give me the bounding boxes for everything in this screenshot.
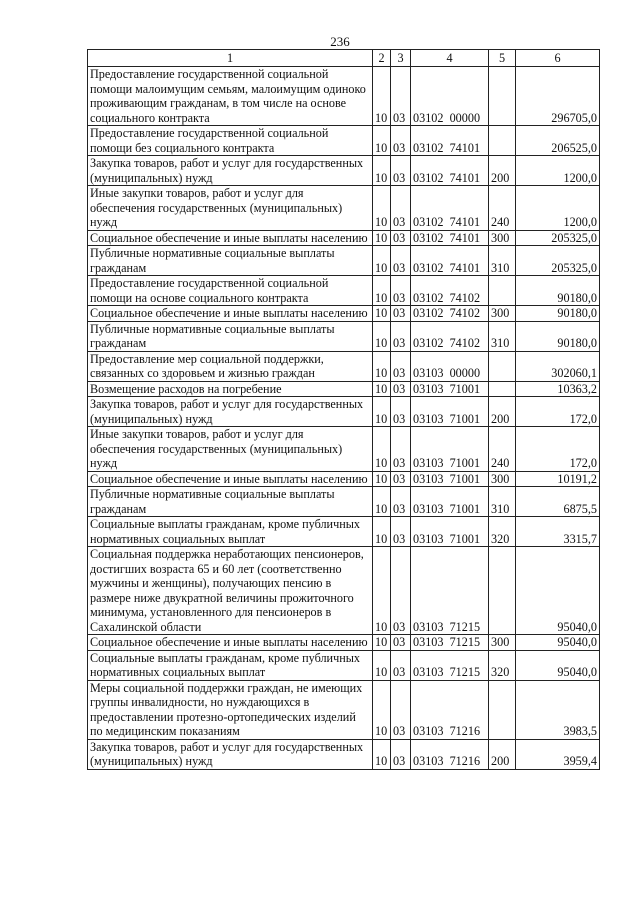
row-subsection-cell: 03 [391,471,411,487]
row-subsection-cell: 03 [391,230,411,246]
row-section-cell: 10 [373,321,391,351]
row-name-cell: Социальные выплаты гражданам, кроме публичных нормативных социальных выплат [88,650,373,680]
row-amount-cell: 1200,0 [516,186,600,231]
row-section-cell: 10 [373,246,391,276]
row-name-cell: Социальные выплаты гражданам, кроме публичных нормативных социальных выплат [88,517,373,547]
row-target-code-cell: 03103 71215 [411,635,489,651]
column-header-subsection: 3 [391,50,411,67]
table-header-row [88,50,600,67]
row-section-cell: 10 [373,381,391,397]
row-section-cell: 10 [373,156,391,186]
row-name-cell: Закупка товаров, работ и услуг для государственных (муниципальных) нужд [88,156,373,186]
row-expense-type-cell: 320 [489,517,516,547]
row-expense-type-cell [489,680,516,739]
row-name-cell: Публичные нормативные социальные выплаты гражданам [88,487,373,517]
row-target-code-cell: 03103 71216 [411,680,489,739]
row-section-cell: 10 [373,650,391,680]
row-expense-type-cell: 320 [489,650,516,680]
row-expense-type-cell: 300 [489,471,516,487]
row-name-cell: Социальное обеспечение и иные выплаты населению [88,471,373,487]
row-subsection-cell: 03 [391,680,411,739]
row-amount-cell: 3959,4 [516,739,600,769]
table-row [88,321,600,351]
row-expense-type-cell: 200 [489,156,516,186]
row-section-cell: 10 [373,739,391,769]
row-name-cell: Закупка товаров, работ и услуг для государственных (муниципальных) нужд [88,397,373,427]
budget-table [87,49,600,770]
row-subsection-cell: 03 [391,186,411,231]
row-name-cell: Иные закупки товаров, работ и услуг для обеспечения государственных (муниципальных) нужд [88,427,373,472]
column-header-name: 1 [88,50,373,67]
row-name-cell: Социальное обеспечение и иные выплаты населению [88,635,373,651]
table-row [88,351,600,381]
row-target-code-cell: 03103 71001 [411,397,489,427]
row-target-code-cell: 03102 74101 [411,246,489,276]
row-amount-cell: 172,0 [516,427,600,472]
row-subsection-cell: 03 [391,547,411,635]
row-section-cell: 10 [373,351,391,381]
row-name-cell: Социальное обеспечение и иные выплаты населению [88,230,373,246]
row-amount-cell: 206525,0 [516,126,600,156]
row-expense-type-cell: 300 [489,230,516,246]
table-row [88,635,600,651]
row-target-code-cell: 03103 71001 [411,381,489,397]
table-row [88,246,600,276]
row-subsection-cell: 03 [391,321,411,351]
row-expense-type-cell: 300 [489,635,516,651]
row-amount-cell: 3315,7 [516,517,600,547]
row-expense-type-cell [489,547,516,635]
row-name-cell: Социальная поддержка неработающих пенсионеров, достигших возраста 65 и 60 лет (соответственно мужчины и женщины), получающих пенсию в размере ниже двукратной величины прожиточного минимума, установленного для пенсионеров в Сахалинской области [88,547,373,635]
row-expense-type-cell: 310 [489,321,516,351]
row-name-cell: Меры социальной поддержки граждан, не имеющих группы инвалидности, но нуждающихся в предоставлении протезно-ортопедических изделий по медицинским показаниям [88,680,373,739]
row-name-cell: Публичные нормативные социальные выплаты гражданам [88,246,373,276]
row-section-cell: 10 [373,397,391,427]
row-section-cell: 10 [373,126,391,156]
table-row [88,276,600,306]
row-expense-type-cell: 240 [489,427,516,472]
row-expense-type-cell [489,67,516,126]
row-amount-cell: 1200,0 [516,156,600,186]
table-row [88,487,600,517]
row-target-code-cell: 03103 71001 [411,487,489,517]
row-target-code-cell: 03103 00000 [411,351,489,381]
table-row [88,739,600,769]
row-expense-type-cell: 200 [489,397,516,427]
row-name-cell: Публичные нормативные социальные выплаты гражданам [88,321,373,351]
table-row [88,126,600,156]
row-section-cell: 10 [373,635,391,651]
row-amount-cell: 10363,2 [516,381,600,397]
table-row [88,156,600,186]
row-target-code-cell: 03103 71215 [411,547,489,635]
row-amount-cell: 172,0 [516,397,600,427]
row-section-cell: 10 [373,547,391,635]
row-amount-cell: 296705,0 [516,67,600,126]
row-target-code-cell: 03103 71001 [411,517,489,547]
row-amount-cell: 90180,0 [516,276,600,306]
row-target-code-cell: 03102 00000 [411,67,489,126]
row-target-code-cell: 03102 74101 [411,126,489,156]
row-target-code-cell: 03102 74101 [411,186,489,231]
row-section-cell: 10 [373,680,391,739]
row-subsection-cell: 03 [391,487,411,517]
row-amount-cell: 95040,0 [516,635,600,651]
row-expense-type-cell: 310 [489,487,516,517]
row-subsection-cell: 03 [391,427,411,472]
row-section-cell: 10 [373,487,391,517]
row-amount-cell: 205325,0 [516,230,600,246]
row-subsection-cell: 03 [391,635,411,651]
table-body [88,67,600,770]
row-amount-cell: 3983,5 [516,680,600,739]
row-section-cell: 10 [373,230,391,246]
row-target-code-cell: 03102 74102 [411,306,489,322]
row-subsection-cell: 03 [391,739,411,769]
row-name-cell: Предоставление мер социальной поддержки, связанных со здоровьем и жизнью граждан [88,351,373,381]
row-expense-type-cell: 310 [489,246,516,276]
row-section-cell: 10 [373,427,391,472]
row-subsection-cell: 03 [391,67,411,126]
column-header-expense-type: 5 [489,50,516,67]
row-subsection-cell: 03 [391,517,411,547]
table-row [88,517,600,547]
table-row [88,650,600,680]
row-name-cell: Предоставление государственной социальной помощи малоимущим семьям, малоимущим одиноко проживающим гражданам, в том числе на основе социального контракта [88,67,373,126]
row-subsection-cell: 03 [391,276,411,306]
row-target-code-cell: 03103 71216 [411,739,489,769]
row-expense-type-cell [489,381,516,397]
row-name-cell: Социальное обеспечение и иные выплаты населению [88,306,373,322]
row-target-code-cell: 03103 71001 [411,427,489,472]
row-subsection-cell: 03 [391,306,411,322]
row-subsection-cell: 03 [391,397,411,427]
row-name-cell: Предоставление государственной социальной помощи на основе социального контракта [88,276,373,306]
row-target-code-cell: 03102 74101 [411,230,489,246]
row-target-code-cell: 03102 74101 [411,156,489,186]
table-row [88,67,600,126]
row-name-cell: Возмещение расходов на погребение [88,381,373,397]
table-row [88,306,600,322]
row-amount-cell: 95040,0 [516,547,600,635]
table-row [88,381,600,397]
row-target-code-cell: 03102 74102 [411,276,489,306]
table-row [88,471,600,487]
column-header-section: 2 [373,50,391,67]
row-amount-cell: 95040,0 [516,650,600,680]
row-expense-type-cell: 300 [489,306,516,322]
row-subsection-cell: 03 [391,381,411,397]
row-target-code-cell: 03103 71215 [411,650,489,680]
row-subsection-cell: 03 [391,156,411,186]
row-section-cell: 10 [373,67,391,126]
row-expense-type-cell: 200 [489,739,516,769]
table-row [88,397,600,427]
row-section-cell: 10 [373,276,391,306]
row-section-cell: 10 [373,186,391,231]
row-amount-cell: 90180,0 [516,321,600,351]
row-subsection-cell: 03 [391,126,411,156]
row-name-cell: Иные закупки товаров, работ и услуг для обеспечения государственных (муниципальных) нужд [88,186,373,231]
row-expense-type-cell [489,351,516,381]
row-subsection-cell: 03 [391,246,411,276]
row-amount-cell: 205325,0 [516,246,600,276]
row-expense-type-cell [489,276,516,306]
column-header-target-code: 4 [411,50,489,67]
row-target-code-cell: 03103 71001 [411,471,489,487]
row-name-cell: Предоставление государственной социальной помощи без социального контракта [88,126,373,156]
table-row [88,547,600,635]
table-row [88,186,600,231]
row-subsection-cell: 03 [391,351,411,381]
row-amount-cell: 6875,5 [516,487,600,517]
table-row [88,680,600,739]
row-target-code-cell: 03102 74102 [411,321,489,351]
row-section-cell: 10 [373,306,391,322]
row-amount-cell: 10191,2 [516,471,600,487]
page-number: 236 [330,34,350,49]
row-section-cell: 10 [373,471,391,487]
table-row [88,230,600,246]
row-subsection-cell: 03 [391,650,411,680]
row-section-cell: 10 [373,517,391,547]
table-row [88,427,600,472]
row-expense-type-cell: 240 [489,186,516,231]
row-amount-cell: 302060,1 [516,351,600,381]
column-header-amount: 6 [516,50,600,67]
row-amount-cell: 90180,0 [516,306,600,322]
row-expense-type-cell [489,126,516,156]
row-name-cell: Закупка товаров, работ и услуг для государственных (муниципальных) нужд [88,739,373,769]
